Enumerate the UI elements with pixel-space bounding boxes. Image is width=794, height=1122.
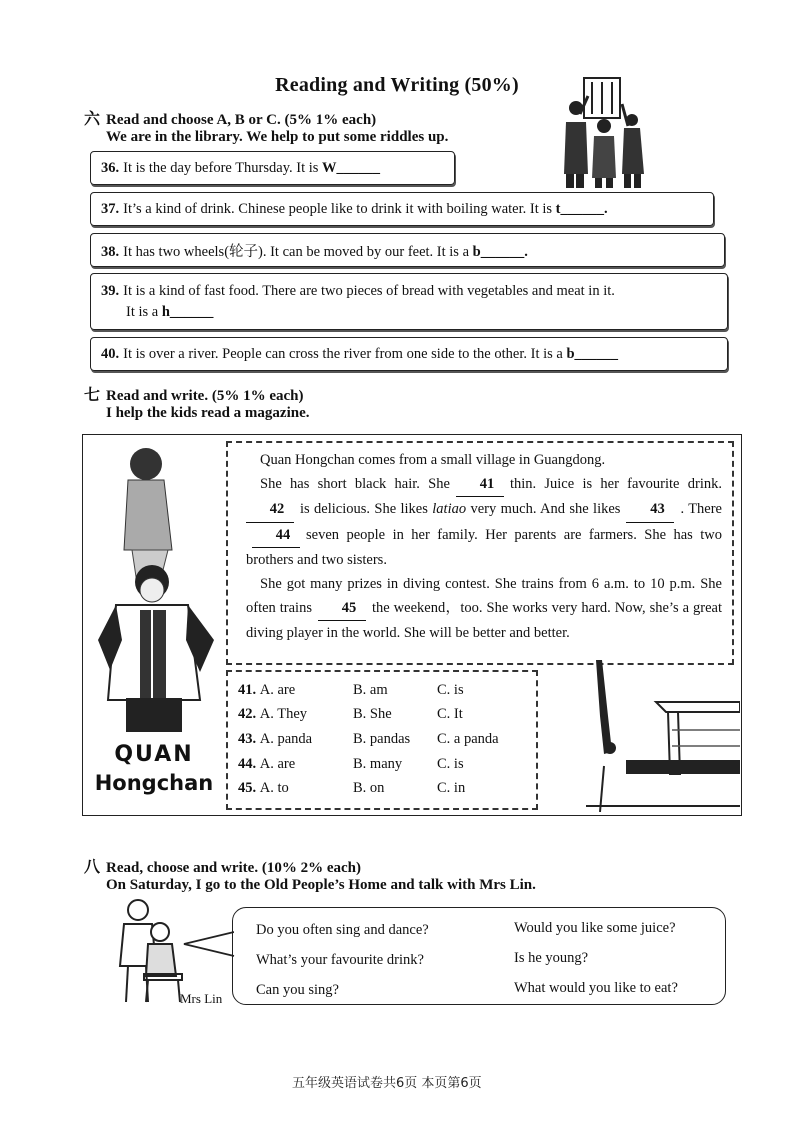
bubble-tail [182, 930, 236, 960]
library-illustration [560, 74, 656, 190]
riddle-36: 36. It is the day before Thursday. It is W______ [90, 151, 455, 185]
section8-heading-text: Read, choose and write. (10% 2% each) [106, 860, 361, 876]
athlete-name-line2: Hongchan [94, 771, 214, 795]
question-right-2[interactable]: Is he young? [514, 950, 589, 966]
option-43-c[interactable]: C. a panda [437, 730, 499, 747]
option-row-41: 41. A. are B. am C. is [238, 681, 464, 698]
athlete-photo [88, 440, 224, 740]
section7-subheading: I help the kids read a magazine. [106, 405, 310, 421]
section6-heading-text: Read and choose A, B or C. (5% 1% each) [106, 112, 377, 128]
blank-42[interactable]: 42 [246, 497, 294, 522]
section7-number: 七 [84, 385, 101, 404]
question-right-3[interactable]: What would you like to eat? [514, 980, 678, 996]
section8-subheading: On Saturday, I go to the Old People’s Home and talk with Mrs Lin. [106, 877, 536, 893]
blank-44[interactable]: 44 [252, 523, 300, 548]
athlete-name-line1: QUAN [114, 742, 194, 767]
question-left-2[interactable]: What’s your favourite drink? [256, 952, 424, 968]
blank-43[interactable]: 43 [626, 497, 674, 522]
mrs-lin-caption: Mrs Lin [180, 991, 223, 1006]
riddle-38-blank[interactable]: b______. [472, 243, 528, 260]
riddle-40: 40. It is over a river. People can cross the river from one side to the other. It is a b______ [90, 337, 728, 371]
option-41-c[interactable]: C. is [437, 681, 464, 698]
section6-subheading: We are in the library. We help to put some riddles up. [106, 129, 449, 145]
section6-heading [84, 106, 376, 129]
option-42-c[interactable]: C. It [437, 706, 463, 723]
option-43-a[interactable]: A. panda [259, 730, 313, 747]
riddle-37-blank[interactable]: t______. [555, 200, 608, 217]
section7-heading [84, 382, 304, 405]
passage-paragraph-1: Quan Hongchan comes from a small village in Guangdong. [260, 452, 606, 468]
blank-45[interactable]: 45 [318, 596, 366, 621]
option-42-a[interactable]: A. They [259, 706, 308, 723]
riddle-39-blank[interactable]: h______ [161, 303, 214, 320]
page-footer: 五年级英语试卷共6页 本页第6页 [292, 1076, 482, 1091]
options-box [226, 670, 538, 810]
question-right-1[interactable]: Would you like some juice? [514, 920, 676, 936]
option-44-b[interactable]: B. many [353, 755, 403, 772]
option-41-b[interactable]: B. am [353, 681, 388, 698]
question-left-1[interactable]: Do you often sing and dance? [256, 922, 429, 938]
diving-board-illustration [586, 656, 740, 812]
riddle-36-blank[interactable]: W______ [322, 159, 381, 176]
option-42-b[interactable]: B. She [353, 706, 392, 723]
section8-heading [84, 854, 361, 877]
riddle-38: 38. It has two wheels(轮子). It can be moved by our feet. It is a b______. [90, 233, 725, 267]
old-people-illustration [112, 896, 192, 1006]
option-45-c[interactable]: C. in [437, 780, 466, 797]
bubble-tail-joint [234, 918, 238, 944]
reading-passage [226, 441, 734, 665]
option-row-43: 43. A. panda B. pandas C. a panda [238, 730, 499, 747]
option-row-45: 45. A. to B. on C. in [238, 780, 466, 797]
section6-number: 六 [84, 109, 101, 128]
option-41-a[interactable]: A. are [259, 681, 296, 698]
riddle-40-blank[interactable]: b______ [566, 345, 619, 362]
riddle-37: 37. It’s a kind of drink. Chinese people like to drink it with boiling water. It is t______. [90, 192, 714, 226]
option-43-b[interactable]: B. pandas [353, 730, 411, 747]
option-45-a[interactable]: A. to [259, 780, 289, 797]
option-row-42: 42. A. They B. She C. It [238, 706, 463, 723]
option-45-b[interactable]: B. on [353, 780, 385, 797]
page-title: Reading and Writing (50%) [275, 74, 519, 96]
option-44-a[interactable]: A. are [259, 755, 296, 772]
option-row-44: 44. A. are B. many C. is [238, 755, 464, 772]
passage-paragraph-3: She got many prizes in diving contest. She trains from 6 a.m. to 10 p.m. She often trains 45 the weekend，too. She works very hard. Now, she’s a great diving player in the world. She will be better and better. [246, 576, 722, 642]
section8-number: 八 [84, 857, 101, 876]
riddle-39: 39. It is a kind of fast food. There are two pieces of bread with vegetables and meat in it. It is a h______ [90, 273, 728, 330]
question-left-3[interactable]: Can you sing? [256, 982, 339, 998]
passage-paragraph-2: She has short black hair. She 41 thin. Juice is her favourite drink. 42 is delicious. She likes latiao very much. And she likes 43 . There44 seven people in her family. Her parents are farmers. She has two brothers and two sisters. [246, 472, 722, 572]
blank-41[interactable]: 41 [456, 472, 504, 497]
section7-heading-text: Read and write. (5% 1% each) [106, 388, 304, 404]
option-44-c[interactable]: C. is [437, 755, 464, 772]
